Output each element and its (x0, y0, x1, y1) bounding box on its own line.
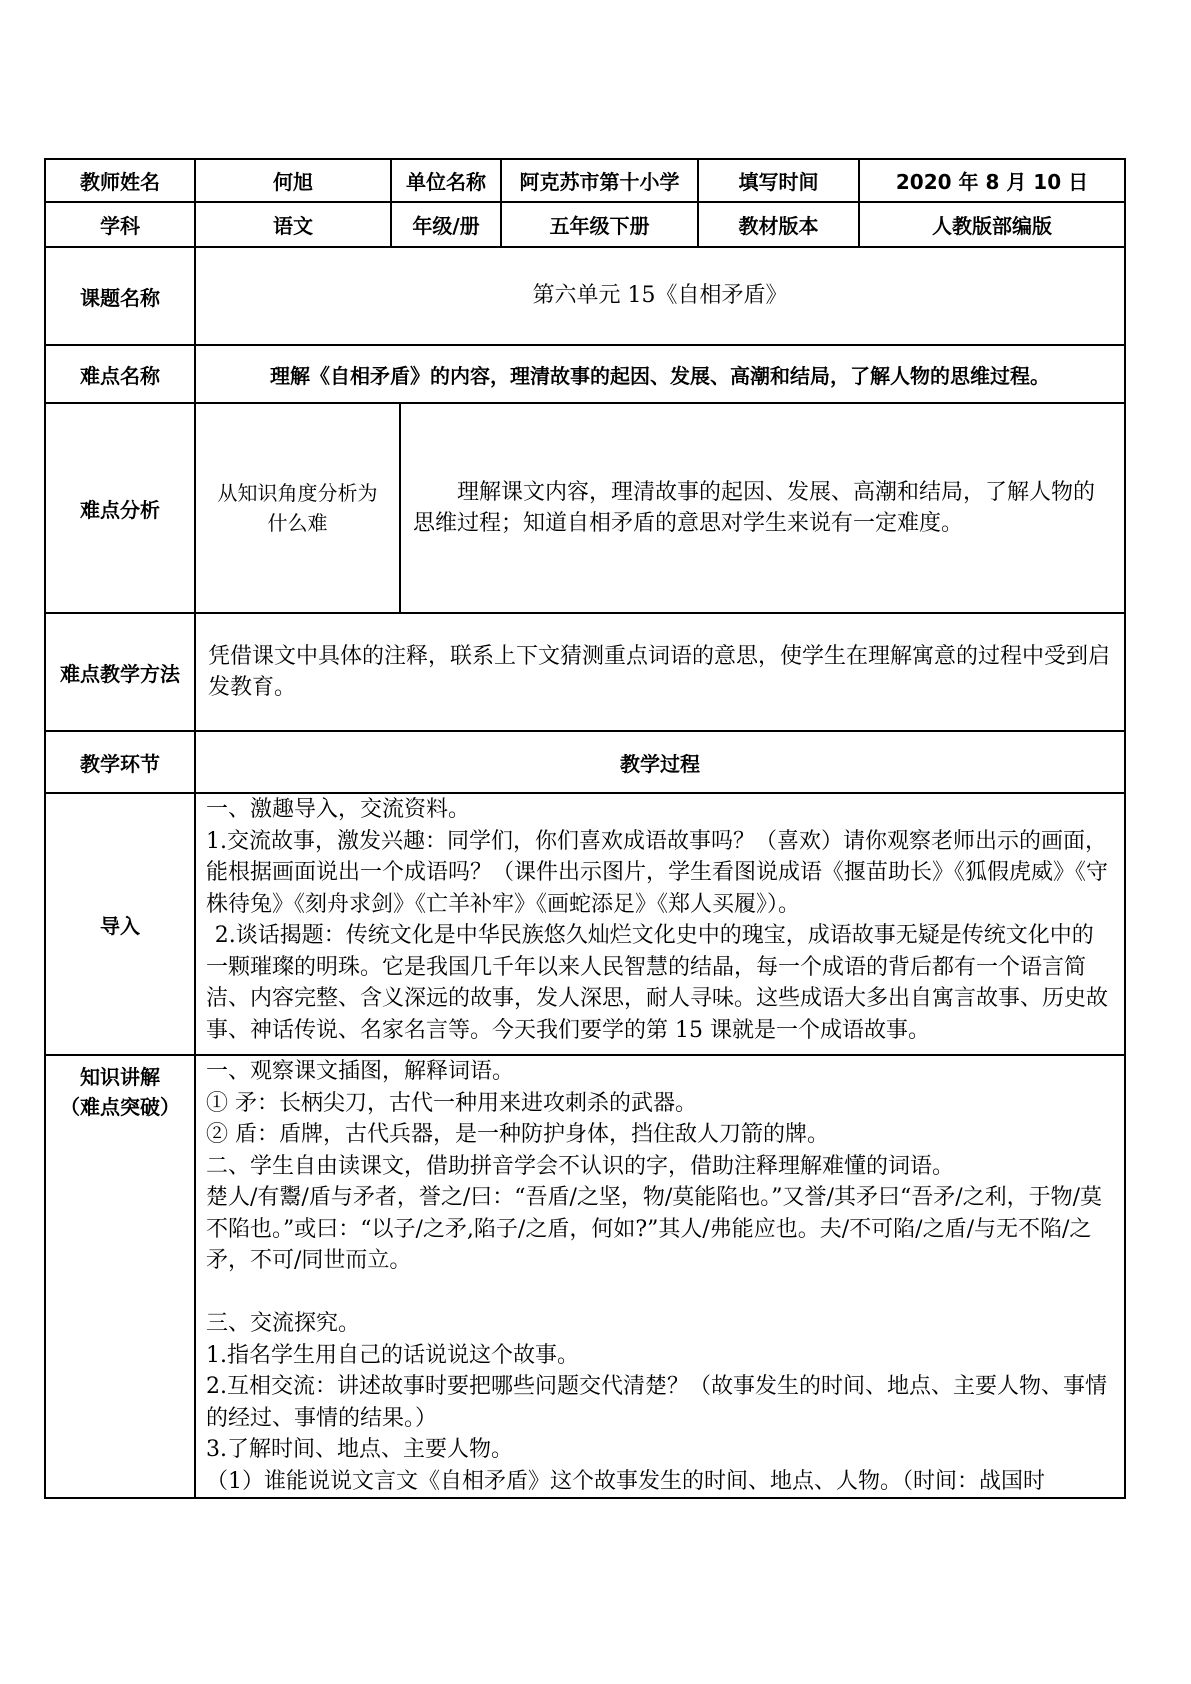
topic-value: 第六单元 15《自相矛盾》 (195, 247, 1125, 345)
lesson-plan-table-wrapper (44, 158, 1124, 1499)
fill-time-value: 2020 年 8 月 10 日 (859, 159, 1125, 202)
header-row-2 (45, 202, 1125, 247)
process-header-row (45, 731, 1125, 793)
edition-value: 人教版部编版 (859, 202, 1125, 247)
difficulty-analysis-inner (196, 404, 1124, 612)
knowledge-line-7: 三、交流探究。 (206, 1311, 361, 1336)
intro-line-2: 1.交流故事，激发兴趣：同学们，你们喜欢成语故事吗？（喜欢）请你观察老师出示的画面，能根据画面说出一个成语吗？（课件出示图片，学生看图说成语《揠苗助长》《狐假虎威》《守株待兔》《刻舟求剑》《亡羊补牢》《画蛇添足》《郑人买履》）。 (206, 828, 1109, 917)
knowledge-line-2: ① 矛：长柄尖刀，古代一种用来进攻刺杀的武器。 (206, 1090, 697, 1116)
grade-value: 五年级下册 (501, 202, 698, 247)
intro-line-3: 2.谈话揭题：传统文化是中华民族悠久灿烂文化史中的瑰宝，成语故事无疑是传统文化中的一颗璀璨的明珠。它是我国几千年以来人民智慧的结晶，每一个成语的背后都有一个语言简洁、内容完整、含义深远的故事，发人深思，耐人寻味。这些成语大多出自寓言故事、历史故事、神话传说、名家名言等。今天我们要学的第 15 课就是一个成语故事。 (206, 923, 1109, 1043)
teaching-method-row (45, 613, 1125, 731)
teaching-method-label: 难点教学方法 (45, 613, 195, 731)
knowledge-label-line-2: （难点突破） (60, 1095, 180, 1119)
teaching-method-text: 凭借课文中具体的注释，联系上下文猜测重点词语的意思，使学生在理解寓意的过程中受到启发教育。 (195, 613, 1125, 731)
teacher-name-label: 教师姓名 (45, 159, 195, 202)
difficulty-name-label: 难点名称 (45, 345, 195, 403)
knowledge-line-8: 1.指名学生用自己的话说说这个故事。 (206, 1342, 579, 1368)
difficulty-name-value: 理解《自相矛盾》的内容，理清故事的起因、发展、高潮和结局，了解人物的思维过程。 (195, 345, 1125, 403)
knowledge-line-5: 楚人/有鬻/盾与矛者，誉之/曰：“吾盾/之坚，物/莫能陷也。”又誉/其矛曰“吾矛/之利，于物/莫不陷也。”或曰：“以子/之矛,陷子/之盾，何如?”其人/弗能应也。夫/不可陷/之盾/与无不陷/之矛，不可/同世而立。 (206, 1185, 1103, 1273)
grade-label: 年级/册 (391, 202, 501, 247)
edition-label: 教材版本 (698, 202, 859, 247)
topic-row (45, 247, 1125, 345)
process-stage-label: 教学环节 (45, 731, 195, 793)
intro-row (45, 793, 1125, 1055)
intro-line-1: 一、激趣导入，交流资料。 (206, 797, 471, 822)
subject-label: 学科 (45, 202, 195, 247)
knowledge-blank-line (206, 1277, 1114, 1309)
intro-label: 导入 (45, 793, 195, 1055)
difficulty-analysis-label: 难点分析 (45, 403, 195, 613)
knowledge-line-1: 一、观察课文插图，解释词语。 (206, 1059, 515, 1084)
unit-name-label: 单位名称 (391, 159, 501, 202)
knowledge-line-10: 3.了解时间、地点、主要人物。 (206, 1437, 513, 1462)
subject-value: 语文 (195, 202, 391, 247)
knowledge-line-11: （1）谁能说说文言文《自相矛盾》这个故事发生的时间、地点、人物。（时间：战国时 (206, 1468, 1045, 1494)
unit-name-value: 阿克苏市第十小学 (501, 159, 698, 202)
process-header-value: 教学过程 (195, 731, 1125, 793)
analysis-sub-label: 从知识角度分析为什么难 (196, 404, 400, 612)
knowledge-line-3: ② 盾：盾牌，古代兵器，是一种防护身体，挡住敌人刀箭的牌。 (206, 1122, 829, 1147)
fill-time-label: 填写时间 (698, 159, 859, 202)
analysis-text: 理解课文内容，理清故事的起因、发展、高潮和结局，了解人物的思维过程；知道自相矛盾的意思对学生来说有一定难度。 (413, 479, 1096, 536)
difficulty-analysis-row (45, 403, 1125, 613)
topic-label: 课题名称 (45, 247, 195, 345)
knowledge-line-9: 2.互相交流：讲述故事时要把哪些问题交代清楚？（故事发生的时间、地点、主要人物、事情的经过、事情的结果。） (206, 1374, 1107, 1431)
teacher-name-value: 何旭 (195, 159, 391, 202)
header-row-1 (45, 159, 1125, 202)
lesson-plan-table (44, 158, 1126, 1499)
knowledge-line-4: 二、学生自由读课文，借助拼音学会不认识的字，借助注释理解难懂的词语。 (206, 1153, 955, 1179)
difficulty-name-row (45, 345, 1125, 403)
knowledge-label-line-1: 知识讲解 (80, 1065, 160, 1089)
knowledge-row (45, 1055, 1125, 1498)
